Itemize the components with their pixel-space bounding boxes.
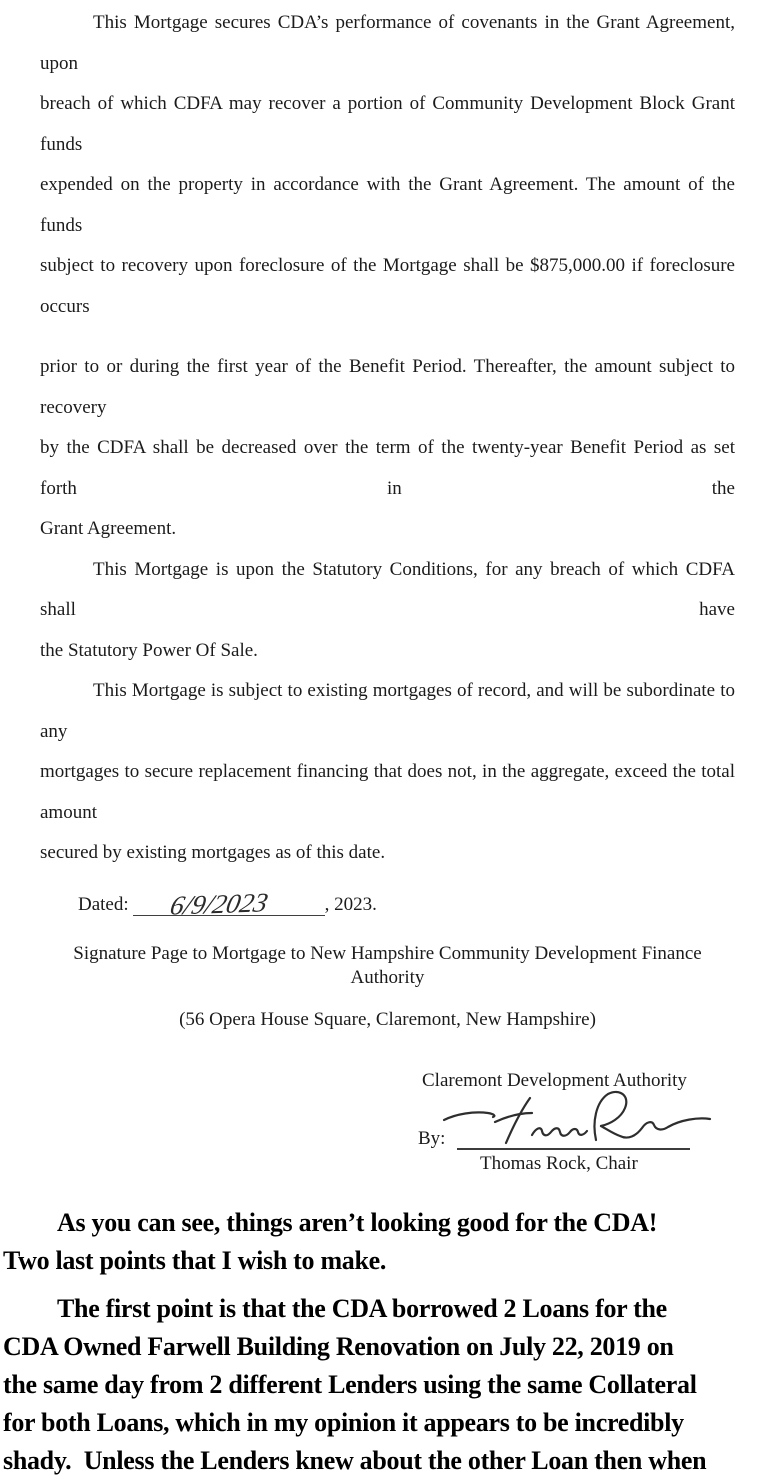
commentary-section: [0, 1204, 779, 1480]
mortgage-text-line: prior to or during the first year of the Benefit Period. Thereafter, the amount subject to recovery: [40, 356, 735, 418]
by-label: By:: [418, 1127, 446, 1149]
commentary-line: The first point is that the CDA borrowed 2 Loans for the: [57, 1293, 667, 1323]
property-address-caption: (56 Opera House Square, Claremont, New Hampshire): [179, 1008, 596, 1030]
commentary-line: Two last points that I wish to make.: [3, 1245, 387, 1275]
signer-name-title: Thomas Rock, Chair: [480, 1152, 638, 1174]
mortgage-text-line: mortgages to secure replacement financing that does not, in the aggregate, exceed the total amount: [40, 761, 735, 823]
mortgage-text-line: This Mortgage secures CDA’s performance of covenants in the Grant Agreement, upon: [40, 12, 735, 74]
commentary-line: CDA Owned Farwell Building Renovation on July 22, 2019 on: [3, 1331, 674, 1361]
signature-block: [418, 1070, 690, 1175]
dated-blank-underline: [133, 886, 325, 921]
mortgage-text-line: breach of which CDFA may recover a portion of Community Development Block Grant funds: [40, 93, 735, 155]
mortgage-text-line: by the CDFA shall be decreased over the term of the twenty-year Benefit Period as set forth in the: [40, 437, 735, 499]
mortgage-text-line: subject to recovery upon foreclosure of the Mortgage shall be $875,000.00 if foreclosure occurs: [40, 255, 735, 317]
commentary-line: As you can see, things aren’t looking good for the CDA!: [57, 1207, 658, 1237]
dated-line: [78, 876, 735, 921]
commentary-line: for both Loans, which in my opinion it appears to be incredibly: [3, 1407, 684, 1437]
dated-label: Dated:: [78, 893, 129, 915]
handwritten-date: 6/9/2023: [167, 886, 271, 921]
mortgage-text-line: Grant Agreement.: [40, 518, 177, 539]
mortgage-text-line: This Mortgage is subject to existing mortgages of record, and will be subordinate to any: [40, 680, 735, 742]
mortgage-text-line: the Statutory Power Of Sale.: [40, 639, 258, 661]
dated-suffix: , 2023.: [324, 893, 377, 915]
signatory-organization: Claremont Development Authority: [422, 1069, 687, 1091]
commentary-line: shady. Unless the Lenders knew about the other Loan then when: [3, 1445, 707, 1475]
commentary-line: the same day from 2 different Lenders using the same Collateral: [3, 1369, 697, 1399]
signature-page-caption: Signature Page to Mortgage to New Hampshire Community Development Finance Authority: [73, 942, 702, 988]
mortgage-text-line: This Mortgage is upon the Statutory Conditions, for any breach of which CDFA shall have: [40, 558, 735, 620]
mortgage-text-line: expended on the property in accordance with the Grant Agreement. The amount of the funds: [40, 174, 735, 236]
mortgage-text-line: secured by existing mortgages as of this date.: [40, 842, 386, 863]
signature-scribble: [442, 1090, 712, 1152]
signature-row: [418, 1128, 690, 1150]
